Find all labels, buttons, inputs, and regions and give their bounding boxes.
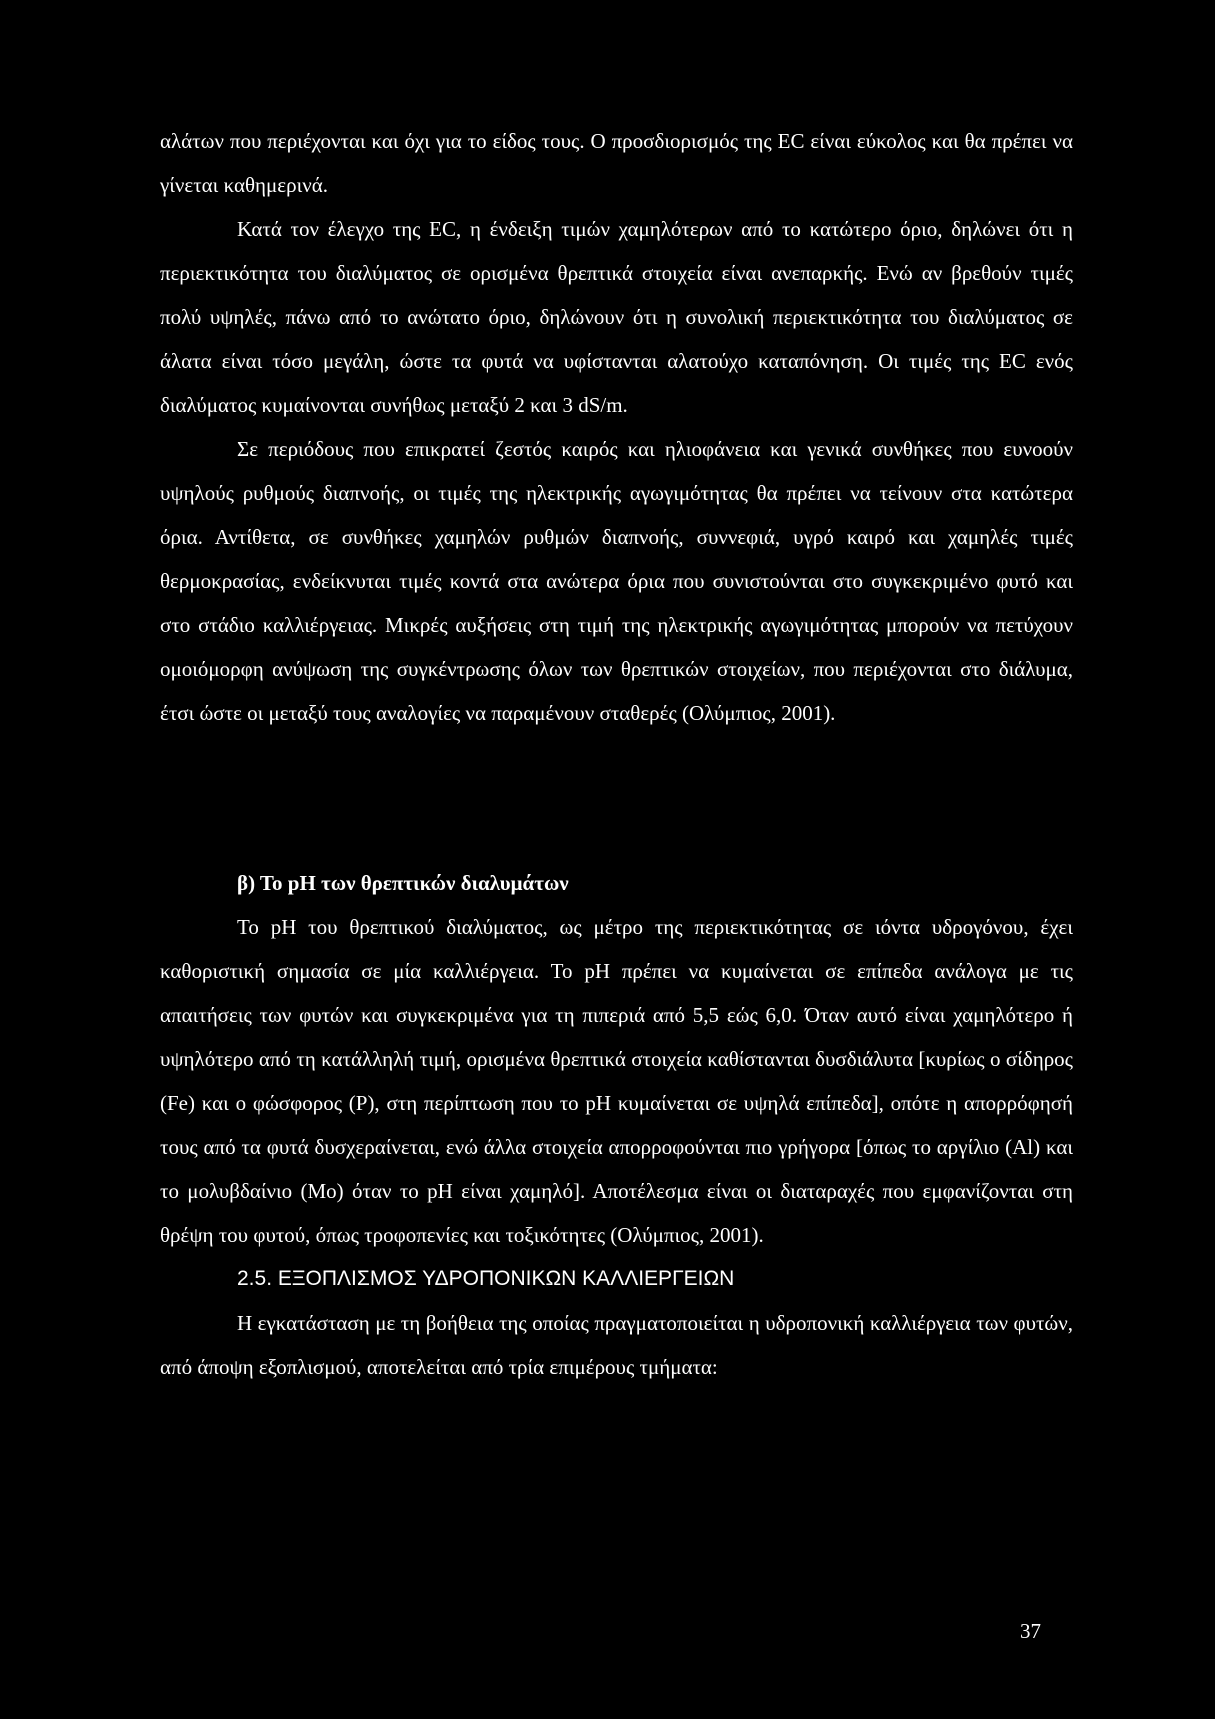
paragraph-ec-limits: Κατά τον έλεγχο της EC, η ένδειξη τιμών χαμηλότερων από το κατώτερο όριο, δηλώνει ότι η περιεκτικότητα του διαλύματος σε ορισμένα θρεπτικά στοιχεία είναι ανεπαρκής. Ενώ αν βρεθούν τιμές πολύ υψηλές, πάνω από το ανώτατο όριο, δηλώνουν ότι η συνολική περιεκτικότητα του διαλύματος σε άλατα είναι τόσο μεγάλη, ώστε τα φυτά να υφίστανται αλατούχο καταπόνηση. Οι τιμές της EC ενός διαλύματος κυμαίνονται συνήθως μεταξύ 2 και 3 dS/m. — [160, 217, 1073, 417]
section-heading: 2.5. ΕΞΟΠΛΙΣΜΟΣ ΥΔΡΟΠΟΝΙΚΩΝ ΚΑΛΛΙΕΡΓΕΙΩΝ — [237, 1267, 735, 1290]
body-text-equipment — [160, 1301, 1073, 1389]
paragraph-equipment: Η εγκατάσταση με τη βοήθεια της οποίας πραγματοποιείται η υδροπονική καλλιέργεια των φυτών, από άποψη εξοπλισμού, αποτελείται από τρία επιμέρους τμήματα: — [160, 1311, 1073, 1379]
paragraph-ph: Το pH του θρεπτικού διαλύματος, ως μέτρο της περιεκτικότητας σε ιόντα υδρογόνου, έχει καθοριστική σημασία σε μία καλλιέργεια. Το pH πρέπει να κυμαίνεται σε επίπεδα ανάλογα με τις απαιτήσεις των φυτών και συγκεκριμένα για τη πιπεριά από 5,5 εώς 6,0. Όταν αυτό είναι χαμηλότερο ή υψηλότερο από τη κατάλληλή τιμή, ορισμένα θρεπτικά στοιχεία καθίστανται δυσδιάλυτα [κυρίως ο σίδηρος (Fe) και ο φώσφορος (P), στη περίπτωση που το pH κυμαίνεται σε υψηλά επίπεδα], οπότε η απορρόφησή τους από τα φυτά δυσχεραίνεται, ενώ άλλα στοιχεία απορροφούνται πιο γρήγορα [όπως το αργίλιο (Al) και το μολυβδαίνιο (Mo) όταν το pH είναι χαμηλό]. Αποτέλεσμα είναι οι διαταραχές που εμφανίζονται στη θρέψη του φυτού, όπως τροφοπενίες και τοξικότητες (Ολύμπιος, 2001). — [160, 915, 1073, 1247]
body-text-upper — [160, 119, 1073, 735]
subheading-ph: β) Το pH των θρεπτικών διαλυμάτων — [237, 871, 569, 895]
paragraph-ec-weather: Σε περιόδους που επικρατεί ζεστός καιρός και ηλιοφάνεια και γενικά συνθήκες που ευνοούν υψηλούς ρυθμούς διαπνοής, οι τιμές της ηλεκτρικής αγωγιμότητας θα πρέπει να τείνουν στα κατώτερα όρια. Αντίθετα, σε συνθήκες χαμηλών ρυθμών διαπνοής, συννεφιά, υγρό καιρό και χαμηλές τιμές θερμοκρασίας, ενδείκνυται τιμές κοντά στα ανώτερα όρια που συνιστούνται στο συγκεκριμένο φυτό και στο στάδιο καλλιέργειας. Μικρές αυξήσεις στη τιμή της ηλεκτρικής αγωγιμότητας μπορούν να πετύχουν ομοιόμορφη ανύψωση της συγκέντρωσης όλων των θρεπτικών στοιχείων, που περιέχονται στο διάλυμα, έτσι ώστε οι μεταξύ τους αναλογίες να παραμένουν σταθερές (Ολύμπιος, 2001). — [160, 437, 1073, 725]
page-number: 37 — [1020, 1619, 1041, 1643]
body-text-ph — [160, 905, 1073, 1257]
paragraph-ec-continuation: αλάτων που περιέχονται και όχι για το είδος τους. Ο προσδιορισμός της EC είναι εύκολος και θα πρέπει να γίνεται καθημερινά. — [160, 129, 1073, 197]
